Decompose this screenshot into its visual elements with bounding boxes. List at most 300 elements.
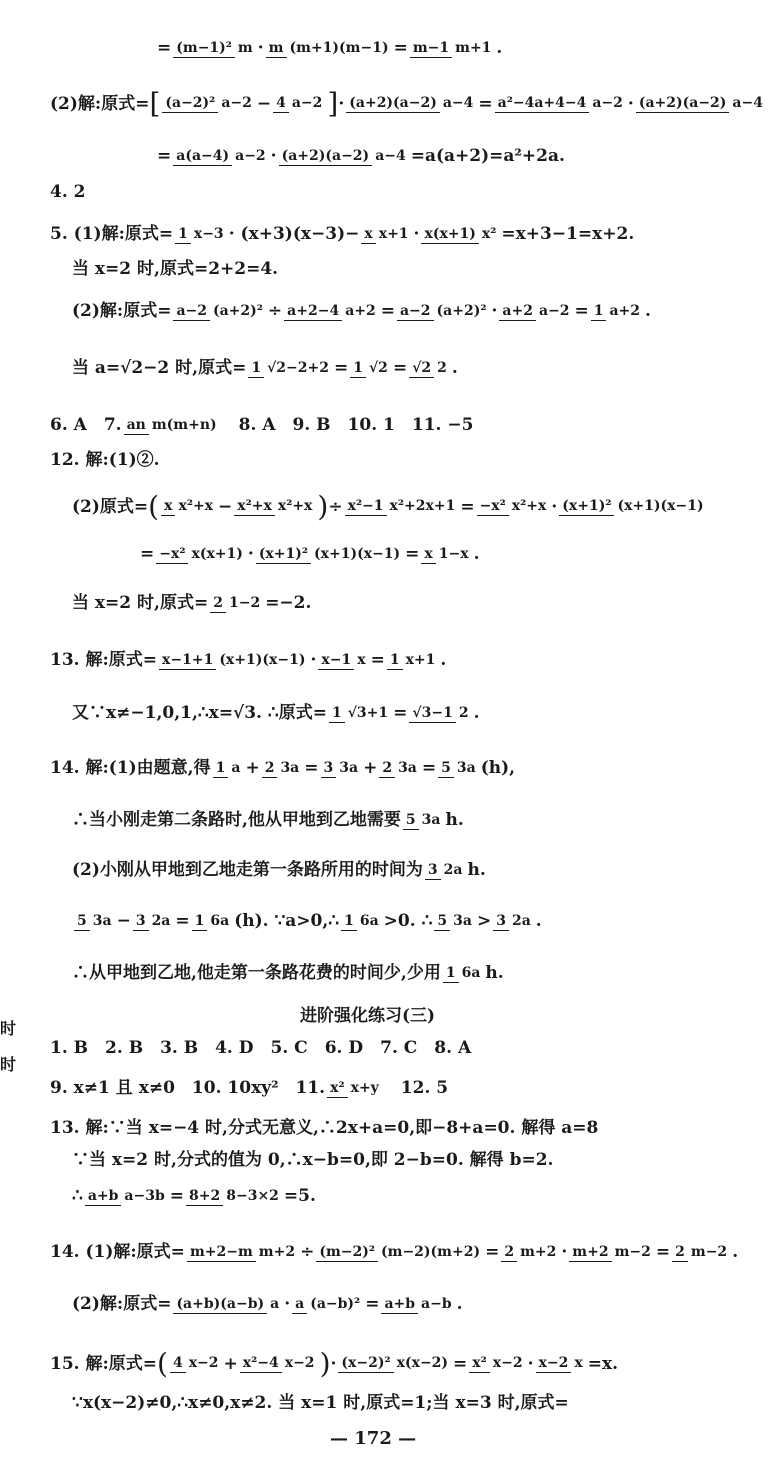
fraction-denominator: m+2: [258, 1243, 296, 1260]
math-line: [72, 303, 651, 320]
math-line: [72, 965, 504, 982]
fraction-numerator: x−1: [318, 652, 354, 670]
line-text: =: [157, 146, 172, 166]
fraction: [173, 304, 265, 319]
fraction-denominator: (x+1)(x−1): [219, 651, 306, 668]
line-text: 9. x≠1 且 x≠0 10. 10xy² 11.: [50, 1078, 326, 1098]
line-text: ∵当 x=2 时,分式的值为 0,∴x−b=0,即 2−b=0. 解得 b=2.: [72, 1150, 554, 1170]
math-text: ÷: [267, 301, 283, 321]
line-text: (2)解:原式=: [72, 301, 172, 321]
math-text: ·: [257, 38, 264, 58]
fraction-denominator: x−2: [284, 1355, 315, 1372]
fraction: [443, 966, 484, 981]
line-text: (2)小刚从甲地到乙地走第一条路所用的时间为: [72, 860, 423, 880]
fraction-numerator: 2: [672, 1244, 688, 1262]
math-line: [50, 452, 160, 469]
fraction-denominator: (a+2)²: [212, 302, 263, 319]
fraction-denominator: 2a: [151, 912, 171, 929]
fraction-numerator: a: [292, 1296, 307, 1314]
fraction-denominator: 1−2: [228, 594, 261, 611]
fraction-numerator: a²−4a+4−4: [495, 95, 590, 113]
fraction-denominator: 3a: [398, 759, 417, 776]
fraction: [338, 1356, 451, 1371]
math-text: 8. A 9. B 10. 1 11. −5: [221, 415, 474, 435]
fraction: [186, 1189, 282, 1204]
math-text: ÷: [328, 496, 343, 517]
fraction-numerator: x²−1: [345, 498, 387, 516]
math-line: [72, 913, 542, 930]
fraction-denominator: x²: [481, 225, 497, 242]
math-text: =−2.: [265, 593, 312, 613]
fraction-denominator: m: [237, 39, 253, 56]
fraction-numerator: 3: [133, 913, 149, 931]
fraction-numerator: (x−2)²: [338, 1355, 393, 1373]
math-line: [72, 1395, 569, 1412]
fraction-denominator: x: [357, 651, 366, 668]
fraction: [410, 41, 495, 56]
math-text: =: [333, 358, 349, 378]
line-text: 当 x=2 时,原式=2+2=4.: [72, 259, 279, 279]
fraction-numerator: x: [161, 498, 175, 516]
fraction: [187, 1245, 298, 1260]
line-text: 13. 解:∵当 x=−4 时,分式无意义,∴2x+a=0,即−8+a=0. 解得 a=8: [50, 1118, 599, 1138]
math-line: [157, 40, 502, 57]
fraction: [170, 1356, 222, 1371]
math-line: [72, 1188, 316, 1205]
math-text: =: [365, 1294, 380, 1314]
fraction-denominator: 8−3×2: [226, 1187, 279, 1204]
line-text: (2)解:原式=: [50, 93, 150, 114]
line-text: 6. A 7.: [50, 415, 122, 435]
math-line: [72, 862, 486, 879]
math-text: ·: [338, 93, 345, 114]
fraction-numerator: (m−2)²: [316, 1244, 378, 1262]
fraction-denominator: 2: [437, 359, 447, 376]
fraction-numerator: a−2: [397, 303, 434, 321]
fraction-denominator: a+2: [609, 302, 641, 319]
math-text: +: [223, 1353, 238, 1374]
fraction-numerator: (a+2)(a−2): [636, 95, 730, 113]
fraction: [387, 653, 439, 668]
fraction-denominator: x²+x: [511, 498, 547, 515]
fraction-denominator: 6a: [359, 912, 379, 929]
fraction-denominator: 2: [458, 704, 469, 721]
fraction-denominator: 3a: [339, 759, 359, 776]
bracket: ): [317, 490, 329, 523]
line-text: 15. 解:原式=: [50, 1353, 158, 1374]
fraction-denominator: 2a: [511, 912, 531, 929]
line-text: 当 a=√2−2 时,原式=: [72, 358, 247, 378]
fraction-numerator: 1: [341, 913, 357, 931]
math-text: =: [393, 38, 408, 58]
fraction: [341, 914, 382, 929]
fraction-denominator: a−3b: [124, 1187, 165, 1204]
fraction: [381, 1297, 454, 1312]
math-text: .: [451, 358, 458, 378]
math-line: [72, 705, 479, 722]
fraction: [85, 1189, 168, 1204]
math-text: (h). ∵a>0,∴: [234, 911, 340, 931]
math-line: [50, 1347, 619, 1380]
line-text: ∴当小刚走第二条路时,他从甲地到乙地需要: [72, 810, 401, 830]
math-line: [50, 1080, 448, 1097]
math-line: [72, 490, 709, 523]
math-text: =: [304, 758, 319, 778]
fraction: [329, 706, 391, 721]
fraction-numerator: (a+2)(a−2): [346, 95, 440, 113]
fraction: [316, 1245, 483, 1260]
math-text: .: [473, 703, 480, 723]
fraction-denominator: x²+2x+1: [389, 498, 456, 515]
fraction-numerator: x−1+1: [159, 652, 216, 670]
math-line: [72, 261, 278, 278]
margin-mark: 时: [0, 1019, 17, 1038]
fraction-denominator: m+1: [455, 39, 492, 56]
fraction: [159, 653, 308, 668]
line-text: 14. (1)解:原式=: [50, 1242, 185, 1262]
math-text: >0. ∴: [383, 911, 433, 931]
fraction: [162, 96, 254, 111]
fraction-denominator: x+1: [378, 225, 409, 242]
math-line: [72, 812, 464, 829]
math-line: [72, 595, 311, 612]
fraction: [345, 499, 459, 514]
fraction-denominator: x+y: [350, 1079, 379, 1096]
fraction: [421, 227, 499, 242]
fraction-numerator: 4: [170, 1355, 186, 1373]
math-text: =: [485, 1242, 500, 1262]
math-text: −: [116, 911, 131, 931]
math-text: .: [440, 650, 447, 670]
fraction-numerator: x²: [469, 1355, 489, 1373]
math-text: =: [574, 301, 589, 321]
fraction-numerator: x²: [327, 1080, 347, 1098]
fraction: [173, 149, 268, 164]
line-text: (2)原式=: [72, 496, 149, 517]
fraction: [477, 499, 550, 514]
fraction: [318, 653, 368, 668]
fraction-numerator: a+b: [381, 1296, 418, 1314]
fraction-numerator: 3: [321, 760, 337, 778]
fraction: [74, 914, 115, 929]
fraction: [499, 304, 572, 319]
fraction-denominator: 3a: [456, 759, 476, 776]
fraction-numerator: (x+1)²: [559, 498, 614, 516]
math-line: [50, 652, 446, 669]
math-line: [72, 1296, 463, 1313]
fraction: [379, 761, 420, 776]
math-text: (h),: [480, 758, 516, 778]
fraction-numerator: 1: [213, 760, 229, 778]
fraction-numerator: √3−1: [409, 705, 455, 723]
fraction-denominator: a−4: [732, 95, 763, 112]
math-text: ·: [284, 1294, 291, 1314]
fraction-denominator: a: [231, 759, 241, 776]
bracket: (: [157, 1347, 168, 1380]
fraction-denominator: a−2: [291, 95, 323, 112]
fraction-denominator: x²+x: [277, 498, 313, 515]
math-text: · (x+3)(x−3)−: [228, 224, 360, 244]
bracket: [: [149, 87, 161, 120]
math-text: =: [380, 301, 395, 321]
fraction-numerator: x: [361, 226, 375, 244]
fraction: [234, 499, 315, 514]
fraction-denominator: x+1: [405, 651, 436, 668]
fraction: [469, 1356, 525, 1371]
fraction: [421, 547, 471, 562]
fraction-denominator: √3+1: [347, 704, 389, 721]
fraction-denominator: 3a: [453, 912, 472, 929]
fraction: [279, 149, 409, 164]
math-text: ·: [413, 224, 420, 244]
fraction-denominator: 3a: [280, 759, 300, 776]
fraction: [672, 1245, 730, 1260]
fraction-numerator: −x²: [477, 498, 509, 516]
fraction: [266, 41, 392, 56]
math-text: .: [473, 544, 480, 564]
fraction-numerator: m: [266, 40, 287, 58]
math-line: [50, 760, 515, 777]
math-text: ·: [310, 650, 317, 670]
line-text: 4. 2: [50, 182, 86, 202]
math-line: [72, 1152, 553, 1169]
fraction: [501, 1245, 559, 1260]
math-text: .: [496, 38, 503, 58]
math-text: .: [535, 911, 542, 931]
math-line: [50, 1040, 471, 1057]
math-text: h.: [445, 810, 464, 830]
math-text: ·: [527, 1353, 534, 1374]
math-text: =: [478, 93, 493, 114]
math-text: =: [460, 496, 475, 517]
fraction-denominator: m(m+n): [151, 416, 217, 433]
fraction-numerator: 4: [273, 95, 289, 113]
fraction: [403, 813, 444, 828]
math-text: =x.: [587, 1353, 619, 1374]
math-text: =a(a+2)=a²+2a.: [410, 146, 565, 166]
fraction-denominator: a−2: [221, 95, 252, 112]
math-line: [50, 1244, 738, 1261]
fraction-denominator: x²+x: [178, 498, 214, 515]
fraction-denominator: m−2: [690, 1243, 728, 1260]
fraction-numerator: 1: [350, 360, 366, 378]
fraction-denominator: x: [574, 1355, 583, 1372]
fraction-denominator: √2: [368, 359, 388, 376]
fraction: [175, 227, 227, 242]
line-text: ∴从甲地到乙地,他走第一条路花费的时间少,少用: [72, 963, 441, 983]
fraction: [173, 41, 256, 56]
fraction-numerator: (m−1)²: [173, 40, 235, 58]
fraction-denominator: m+2: [520, 1243, 557, 1260]
math-text: ÷: [300, 1242, 315, 1262]
fraction-numerator: 2: [262, 760, 278, 778]
fraction-numerator: 1: [329, 705, 345, 723]
fraction: [192, 914, 233, 929]
fraction-numerator: m+2: [569, 1244, 611, 1262]
fraction-numerator: a+2−4: [284, 303, 342, 321]
math-text: h.: [467, 860, 486, 880]
math-text: =: [421, 758, 437, 778]
math-text: >: [476, 911, 492, 931]
fraction-denominator: x(x−2): [396, 1355, 449, 1372]
fraction-numerator: 1: [192, 913, 208, 931]
fraction-denominator: 3a: [421, 811, 441, 828]
line-text: 当 x=2 时,原式=: [72, 593, 209, 613]
fraction: [240, 1356, 318, 1371]
bracket: ): [319, 1347, 331, 1380]
fraction-denominator: (a−b)²: [310, 1295, 361, 1312]
fraction-numerator: 2: [379, 760, 395, 778]
fraction-numerator: 3: [425, 862, 441, 880]
line-text: 1. B 2. B 3. B 4. D 5. C 6. D 7. C 8. A: [50, 1038, 472, 1058]
fraction-numerator: an: [124, 417, 149, 435]
fraction-numerator: m+2−m: [187, 1244, 256, 1262]
math-text: −: [256, 93, 272, 114]
fraction-denominator: (m−2)(m+2): [381, 1243, 481, 1260]
fraction: [361, 227, 411, 242]
math-text: =: [393, 703, 408, 723]
fraction-denominator: m−2: [614, 1243, 651, 1260]
fraction-denominator: 3a: [92, 912, 112, 929]
line-text: 13. 解:原式=: [50, 650, 158, 670]
fraction: [569, 1245, 654, 1260]
fraction-numerator: 1: [387, 652, 403, 670]
fraction-denominator: 1−x: [438, 545, 469, 562]
fraction-numerator: x²−4: [240, 1355, 282, 1373]
math-line: [140, 546, 480, 563]
fraction-numerator: 3: [493, 913, 509, 931]
math-line: [157, 148, 565, 165]
fraction-denominator: x−2: [188, 1355, 219, 1372]
fraction-denominator: 2a: [443, 861, 463, 878]
math-text: =5.: [283, 1186, 316, 1206]
math-line: [50, 1120, 598, 1137]
math-line: [50, 184, 86, 201]
fraction: [346, 96, 476, 111]
fraction: [438, 761, 479, 776]
math-text: 12. 5: [383, 1078, 449, 1098]
math-text: =x+3−1=x+2.: [501, 224, 635, 244]
fraction-numerator: 5: [74, 913, 90, 931]
math-text: ·: [330, 1353, 337, 1374]
math-text: =: [175, 911, 190, 931]
page-number: — 172 —: [330, 1428, 417, 1449]
bracket: (: [148, 490, 160, 523]
fraction-numerator: 5: [434, 913, 450, 931]
line-text: 12. 解:(1)②.: [50, 450, 160, 470]
line-text: 5. (1)解:原式=: [50, 224, 174, 244]
fraction: [321, 761, 362, 776]
fraction: [559, 499, 706, 514]
line-text: =: [140, 544, 155, 564]
fraction-numerator: (a+2)(a−2): [279, 148, 373, 166]
fraction: [173, 1297, 282, 1312]
fraction: [292, 1297, 363, 1312]
fraction-numerator: x(x+1): [421, 226, 478, 244]
fraction: [493, 914, 534, 929]
fraction-denominator: (x+1)(x−1): [314, 545, 401, 562]
fraction: [161, 499, 216, 514]
math-text: ·: [491, 301, 498, 321]
fraction: [213, 761, 244, 776]
bracket: ]: [327, 87, 339, 120]
fraction-numerator: 1: [248, 360, 264, 378]
math-text: ·: [551, 496, 558, 517]
fraction-numerator: x−2: [536, 1355, 572, 1373]
fraction: [409, 706, 471, 721]
math-text: +: [245, 758, 260, 778]
math-text: ·: [270, 146, 277, 166]
math-text: h.: [485, 963, 504, 983]
fraction-denominator: a−2: [538, 302, 570, 319]
fraction-denominator: x−3: [193, 225, 224, 242]
fraction: [636, 96, 766, 111]
math-line: [50, 87, 768, 120]
math-text: ·: [247, 544, 254, 564]
fraction: [124, 418, 220, 433]
math-text: =: [169, 1186, 185, 1206]
fraction-denominator: (m+1)(m−1): [289, 39, 389, 56]
fraction-denominator: x−2: [492, 1355, 523, 1372]
math-text: .: [732, 1242, 739, 1262]
line-text: =: [157, 38, 172, 58]
fraction-denominator: a: [270, 1295, 280, 1312]
math-text: ·: [627, 93, 634, 114]
fraction-numerator: −x²: [156, 546, 188, 564]
math-text: .: [645, 301, 651, 321]
fraction-numerator: (a+b)(a−b): [173, 1296, 267, 1314]
fraction-numerator: a+2: [499, 303, 536, 321]
fraction-numerator: 1: [591, 303, 607, 321]
fraction-numerator: 1: [175, 226, 191, 244]
fraction: [327, 1081, 382, 1096]
line-text: 14. 解:(1)由题意,得: [50, 758, 211, 778]
fraction-denominator: a+2: [345, 302, 376, 319]
math-line: [72, 360, 458, 377]
math-text: =: [453, 1353, 468, 1374]
fraction-numerator: 1: [443, 965, 459, 983]
margin-mark: 时: [0, 1055, 17, 1074]
fraction-numerator: 8+2: [186, 1188, 223, 1206]
fraction: [397, 304, 489, 319]
fraction: [591, 304, 643, 319]
fraction-numerator: 5: [403, 812, 419, 830]
fraction-numerator: √2: [409, 360, 434, 378]
fraction: [262, 761, 303, 776]
fraction-denominator: a−b: [421, 1295, 452, 1312]
fraction: [350, 361, 391, 376]
fraction: [536, 1356, 586, 1371]
fraction: [273, 96, 325, 111]
fraction: [256, 547, 403, 562]
fraction: [156, 547, 246, 562]
line-text: (2)解:原式=: [72, 1294, 172, 1314]
fraction-denominator: a−2: [235, 147, 266, 164]
fraction: [409, 361, 450, 376]
fraction-denominator: 6a: [461, 964, 481, 981]
line-text: ∴: [72, 1186, 83, 1206]
math-text: =: [392, 358, 408, 378]
fraction-numerator: 2: [210, 595, 226, 613]
math-text: −: [218, 496, 233, 517]
fraction-denominator: 6a: [210, 912, 230, 929]
math-text: =: [370, 650, 385, 670]
line-text: 又∵x≠−1,0,1,∴x=√3. ∴原式=: [72, 703, 327, 723]
fraction-denominator: a−2: [592, 95, 623, 112]
math-line: [50, 417, 473, 434]
fraction-denominator: a−4: [375, 147, 406, 164]
line-text: ∵x(x−2)≠0,∴x≠0,x≠2. 当 x=1 时,原式=1;当 x=3 时,原式=: [72, 1393, 569, 1413]
